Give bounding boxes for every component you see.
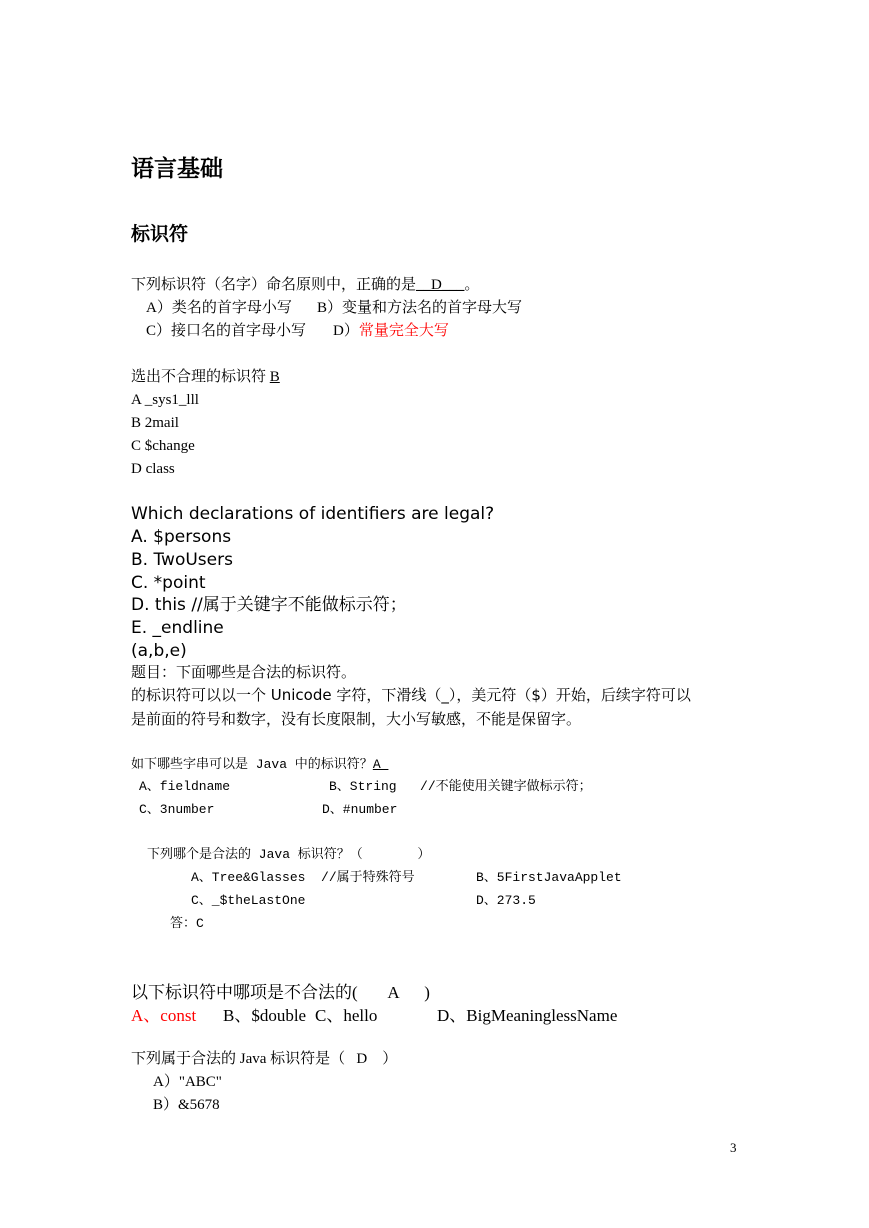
question-7-option-b: B）&5678 bbox=[153, 1097, 220, 1113]
question-2-option-b: B 2mail bbox=[131, 415, 179, 431]
page-title: 语言基础 bbox=[131, 156, 223, 182]
question-5-option-a: A、Tree&Glasses //属于特殊符号 bbox=[191, 870, 415, 885]
question-3-note-line-2: 是前面的符号和数字，没有长度限制，大小写敏感，不能是保留字。 bbox=[131, 710, 582, 728]
question-4 bbox=[131, 758, 388, 771]
question-2-option-c: C $change bbox=[131, 438, 195, 454]
question-3-answer: (a,b,e) bbox=[131, 641, 187, 661]
question-3-stem: Which declarations of identifiers are legal? bbox=[131, 504, 495, 524]
question-6-option-b: B、$double bbox=[223, 1006, 307, 1025]
question-4-stem: 如下哪些字串可以是 Java 中的标识符？ bbox=[131, 757, 373, 772]
question-1-answer: __D___ bbox=[416, 277, 465, 293]
question-3-option-d: D. this //属于关键字不能做标示符； bbox=[131, 595, 407, 615]
question-1-stem: 下列标识符（名字）命名原则中，正确的是 bbox=[131, 277, 417, 293]
question-6-option-c: C、hello bbox=[315, 1006, 378, 1025]
page-number: 3 bbox=[730, 1140, 737, 1155]
question-2-option-d: D class bbox=[131, 461, 175, 477]
question-3-option-c: C. *point bbox=[131, 573, 206, 593]
question-3-option-e: E. _endline bbox=[131, 618, 224, 638]
question-4-option-a: A、fieldname bbox=[139, 779, 231, 794]
question-1 bbox=[131, 278, 479, 293]
question-6-option-d: D、BigMeaninglessName bbox=[437, 1006, 618, 1025]
question-5-stem: 下列哪个是合法的 Java 标识符？（ ） bbox=[147, 847, 431, 862]
question-4-option-c: C、3number bbox=[139, 802, 215, 817]
question-5-option-d: D、273.5 bbox=[476, 893, 536, 908]
question-4-option-d: D、#number bbox=[322, 802, 398, 817]
question-7-option-a: A）"ABC" bbox=[153, 1074, 222, 1090]
question-1-option-d-label: D） bbox=[333, 323, 359, 339]
question-4-answer: A bbox=[372, 757, 389, 772]
question-3-note-title: 题目：下面哪些是合法的标识符。 bbox=[131, 665, 357, 681]
question-2-option-a: A _sys1_lll bbox=[131, 392, 199, 408]
section-heading: 标识符 bbox=[131, 223, 189, 245]
question-5-option-b: B、5FirstJavaApplet bbox=[476, 870, 622, 885]
question-2 bbox=[131, 370, 280, 385]
question-5-answer: 答：C bbox=[170, 916, 204, 931]
question-6-stem: 以下标识符中哪项是不合法的( A ) bbox=[131, 983, 430, 1002]
question-1-suffix: 。 bbox=[464, 277, 480, 293]
question-1-option-b: B）变量和方法名的首字母大写 bbox=[317, 300, 523, 316]
question-2-answer: B bbox=[269, 369, 280, 385]
question-3-note-line-1: 的标识符可以以一个 Unicode 字符，下滑线（_），美元符（$）开始，后续字符可以 bbox=[131, 686, 691, 704]
question-4-option-b: B、String //不能使用关键字做标示符； bbox=[329, 779, 592, 794]
question-1-option-c: C）接口名的首字母小写 bbox=[146, 323, 307, 339]
question-3-option-b: B. TwoUsers bbox=[131, 550, 233, 570]
question-1-option-d-text: 常量完全大写 bbox=[358, 323, 449, 339]
question-3-option-a: A. $persons bbox=[131, 527, 232, 547]
question-7-stem: 下列属于合法的 Java 标识符是（ D ） bbox=[131, 1051, 398, 1067]
question-5-option-c: C、_$theLastOne bbox=[191, 893, 306, 908]
question-1-option-d bbox=[333, 324, 449, 339]
question-6-option-a: A、const bbox=[131, 1006, 197, 1025]
question-1-option-a: A）类名的首字母小写 bbox=[146, 300, 292, 316]
question-2-stem: 选出不合理的标识符 bbox=[131, 369, 270, 385]
